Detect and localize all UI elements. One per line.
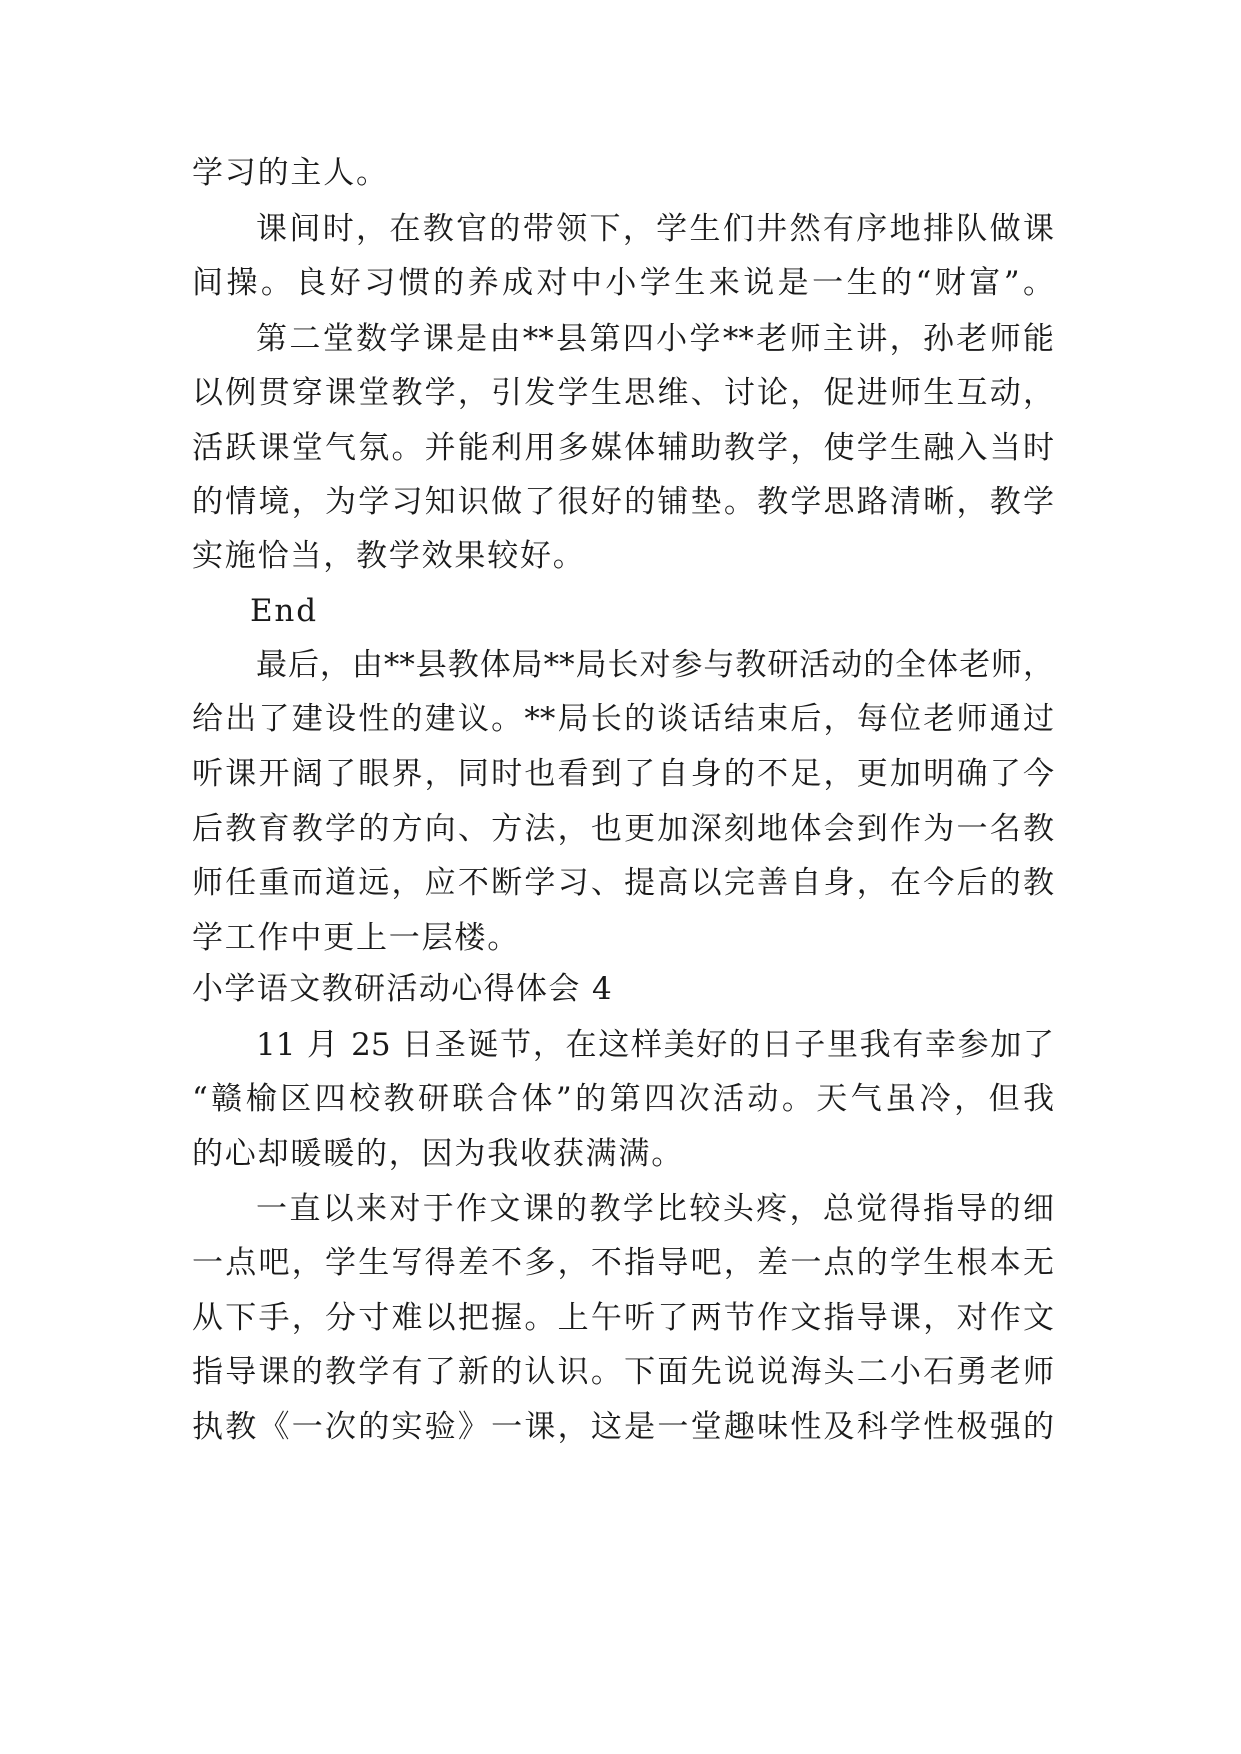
text-line: 活跃课堂气氛。并能利用多媒体辅助教学，使学生融入当时: [192, 430, 1054, 466]
text-line: 间操。良好习惯的养成对中小学生来说是一生的“财富”。: [192, 265, 1054, 301]
text-line: 一点吧，学生写得差不多，不指导吧，差一点的学生根本无: [192, 1245, 1054, 1281]
text-line: 师任重而道远，应不断学习、提高以完善自身，在今后的教: [192, 865, 1054, 901]
text-line: 的心却暖暖的，因为我收获满满。: [192, 1136, 684, 1172]
text-line: 以例贯穿课堂教学，引发学生思维、讨论，促进师生互动，: [192, 375, 1054, 411]
text-line: “赣榆区四校教研联合体”的第四次活动。天气虽冷，但我: [192, 1081, 1054, 1117]
text-line: 给出了建设性的建议。**局长的谈话结束后，每位老师通过: [192, 701, 1054, 737]
text-line: 执教《一次的实验》一课，这是一堂趣味性及科学性极强的: [192, 1409, 1054, 1445]
text-line: 11 月 25 日圣诞节，在这样美好的日子里我有幸参加了: [256, 1027, 1054, 1063]
text-line: 最后，由**县教体局**局长对参与教研活动的全体老师，: [256, 647, 1054, 683]
end-marker: End: [250, 593, 318, 629]
section-heading: 小学语文教研活动心得体会 4: [192, 971, 614, 1007]
text-line: 指导课的教学有了新的认识。下面先说说海头二小石勇老师: [192, 1354, 1054, 1390]
text-line: 学工作中更上一层楼。: [192, 920, 520, 956]
text-line: 听课开阔了眼界，同时也看到了自身的不足，更加明确了今: [192, 756, 1054, 792]
text-line: 实施恰当，教学效果较好。: [192, 538, 586, 574]
text-line: 学习的主人。: [192, 155, 389, 191]
text-line: 一直以来对于作文课的教学比较头疼，总觉得指导的细: [256, 1191, 1054, 1227]
text-line: 的情境，为学习知识做了很好的铺垫。教学思路清晰，教学: [192, 484, 1054, 520]
text-line: 课间时，在教官的带领下，学生们井然有序地排队做课: [256, 211, 1054, 247]
text-line: 从下手，分寸难以把握。上午听了两节作文指导课，对作文: [192, 1300, 1054, 1336]
text-line: 第二堂数学课是由**县第四小学**老师主讲，孙老师能: [256, 321, 1054, 357]
text-line: 后教育教学的方向、方法，也更加深刻地体会到作为一名教: [192, 811, 1054, 847]
